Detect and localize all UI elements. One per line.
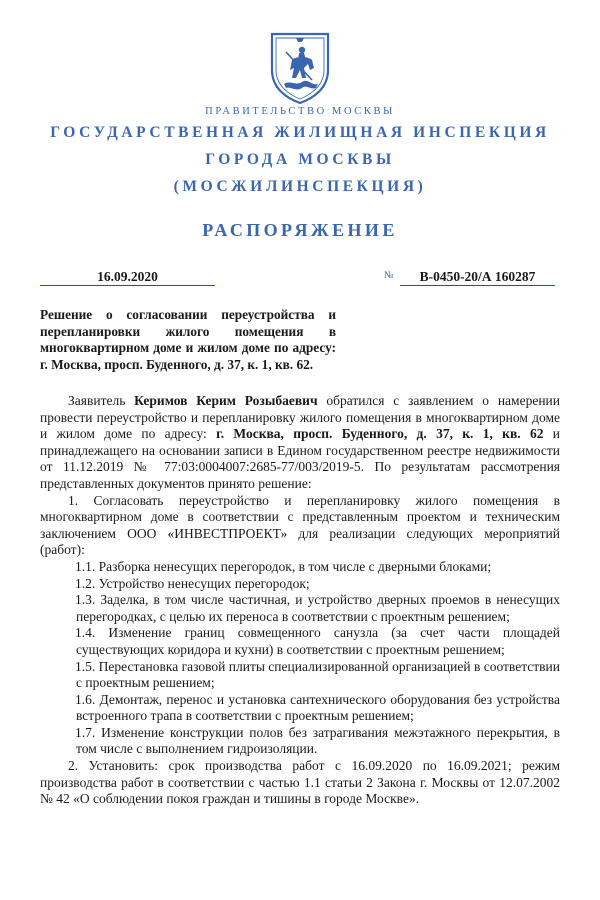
work-item: 1.4. Изменение границ совмещенного санузла (за счет части площадей существующих коридора и кухни) в соответствии с проектным решением; [75, 625, 560, 657]
inspection-title-line1: ГОСУДАРСТВЕННАЯ ЖИЛИЩНАЯ ИНСПЕКЦИЯ [50, 124, 550, 141]
intro-text-2: обратился с заявлением о намерении провести переустройство и перепланировку жилого помещения в многоквартирном доме и жилом доме по адресу: [40, 393, 560, 442]
intro-text-1: Заявитель [68, 393, 135, 408]
item-1: 1. Согласовать переустройство и перепланировку жилого помещения в многоквартирном доме в соответствии с представленным проектом и техническим заключением ООО «ИНВЕСТПРОЕКТ» для реализации следующих мероприятий (работ): [40, 492, 560, 558]
number-sign: № [384, 270, 394, 281]
work-item: 1.6. Демонтаж, перенос и установка сантехнического оборудования без устройства встроенного трапа в соответствии с проектным решением; [75, 691, 560, 724]
document-body [40, 393, 560, 808]
document-date: 16.09.2020 [40, 268, 215, 286]
document-type-title: РАСПОРЯЖЕНИЕ [202, 220, 398, 240]
applicant-name: Керимов Керим Розыбаевич [134, 393, 318, 408]
document-subject: Решение о согласовании переустройства и перепланировки жилого помещения в многоквартирном доме и жилом доме по адресу: г. Москва, просп. Буденного, д. 37, к. 1, кв. 62. [40, 307, 336, 372]
inspection-title-line2: ГОРОДА МОСКВЫ [205, 151, 395, 168]
inspection-title-line3: (МОСЖИЛИНСПЕКЦИЯ) [173, 178, 427, 195]
intro-paragraph [40, 393, 560, 493]
work-item: 1.2. Устройство ненесущих перегородок; [75, 575, 310, 591]
work-item: 1.3. Заделка, в том числе частичная, и устройство дверных проемов в ненесущих перегородках, с целью их переноса в соответствии с проектным решением; [75, 592, 560, 624]
item-2: 2. Установить: срок производства работ с 16.09.2020 по 16.09.2021; режим производства работ в соответствии с частью 1.1 статьи 2 Закона г. Москвы от 12.07.2002 № 42 «О соблюдении покоя граждан и тишины в городе Москве». [40, 758, 560, 807]
work-item: 1.5. Перестановка газовой плиты специализированной организацией в соответствии с проектным решением; [75, 658, 560, 691]
government-title: ПРАВИТЕЛЬСТВО МОСКВЫ [205, 106, 395, 117]
property-address: г. Москва, просп. Буденного, д. 37, к. 1, кв. 62 [216, 426, 544, 442]
work-item: 1.7. Изменение конструкции полов без затрагивания межэтажного перекрытия, в том числе с выполнением гидроизоляции. [75, 724, 560, 757]
moscow-coat-of-arms-icon [266, 30, 334, 106]
document-number: В-0450-20/А 160287 [400, 268, 555, 286]
intro-text-3: и принадлежащего на основании записи в Едином государственном реестре недвижимости от 11.12.2019 № 77:03:0004007:2685-77/003/2019-5. По результатам рассмотрения представленных документов принято решение: [40, 426, 560, 491]
work-item: 1.1. Разборка ненесущих перегородок, в том числе с дверными блоками; [75, 558, 492, 574]
